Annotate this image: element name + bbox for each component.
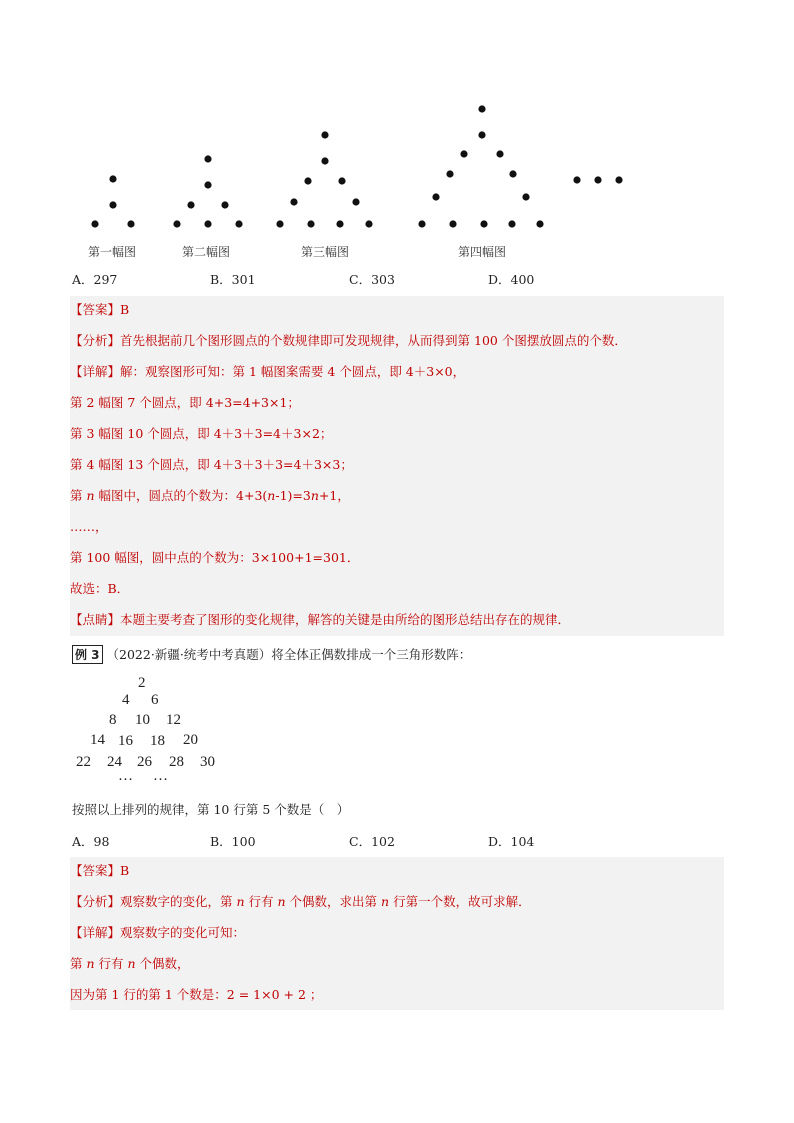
triangle-number: 10 <box>135 712 150 728</box>
triangle-number: 8 <box>109 712 117 728</box>
dot <box>446 170 453 177</box>
q1-line-4: 第 4 幅图 13 个圆点，即 4＋3＋3＋3=4＋3×3； <box>70 457 353 472</box>
var-n: n <box>236 894 245 909</box>
ellipsis-dot <box>594 176 601 183</box>
analysis-text: 首先根据前几个图形圆点的个数规律即可发现规律，从而得到第 100 个图摆放圆点的个数． <box>120 333 627 348</box>
q1-analysis <box>70 330 724 352</box>
ex3-option-a: A．98 <box>72 834 110 849</box>
detail-tag: 【详解】 <box>70 925 121 940</box>
dot <box>478 105 485 112</box>
dot <box>321 131 328 138</box>
dot <box>336 220 343 227</box>
ex3-answer <box>70 860 724 882</box>
analysis-tag: 【分析】 <box>70 894 121 909</box>
triangle-number: 20 <box>183 732 198 748</box>
q1-comment <box>70 609 724 631</box>
dot <box>304 177 311 184</box>
dot <box>321 157 328 164</box>
dot-pattern-svg <box>60 95 740 265</box>
ellipsis-dot <box>573 176 580 183</box>
ex3-solution-box <box>70 857 724 1010</box>
dot <box>522 193 529 200</box>
figure-caption-1: 第一幅图 <box>88 245 137 259</box>
ex3-option-b: B．100 <box>210 834 256 849</box>
dot <box>352 198 359 205</box>
ex3-line-2 <box>70 953 724 975</box>
example-3-heading <box>72 645 471 665</box>
dot <box>536 220 543 227</box>
var-n: n <box>310 488 319 503</box>
triangle-number: 22 <box>76 754 91 770</box>
dot <box>109 201 116 208</box>
ex3-option-d: D．104 <box>488 834 535 849</box>
ex3-detail <box>70 922 724 944</box>
dot <box>449 220 456 227</box>
comment-text: 本题主要考查了图形的变化规律，解答的关键是由所给的图形总结出存在的规律． <box>120 612 571 627</box>
dot <box>204 220 211 227</box>
q1-line-2: 第 2 幅图 7 个圆点，即 4+3=4+3×1； <box>70 395 300 410</box>
text: -1)=3 <box>275 488 311 503</box>
triangle-ellipsis: … <box>118 768 133 784</box>
detail-tag: 【详解】 <box>70 364 121 379</box>
q1-option-d: D．400 <box>488 272 535 287</box>
triangle-number: 4 <box>122 692 130 708</box>
var-n: n <box>267 488 276 503</box>
triangle-number: 26 <box>137 754 152 770</box>
q1-line-8: 故选：B． <box>70 581 130 596</box>
ex3-analysis <box>70 891 724 913</box>
q1-option-c: C．303 <box>349 272 395 287</box>
text: 个偶数， <box>135 956 190 971</box>
q1-option-a: A．297 <box>72 272 118 287</box>
q1-answer <box>70 299 724 321</box>
dot <box>91 220 98 227</box>
dot <box>418 220 425 227</box>
analysis-tag: 【分析】 <box>70 333 121 348</box>
figure-caption-3: 第三幅图 <box>301 245 350 259</box>
var-n: n <box>277 894 286 909</box>
ellipsis-dot <box>615 176 622 183</box>
dot <box>432 193 439 200</box>
even-number-triangle <box>70 670 270 790</box>
example-badge: 例 3 <box>72 645 103 664</box>
answer-tag: 【答案】 <box>70 863 121 878</box>
triangle-number: 18 <box>150 733 165 749</box>
text: +1， <box>318 488 350 503</box>
dot <box>509 170 516 177</box>
text: 第 <box>70 956 87 971</box>
triangle-number: 16 <box>118 733 133 749</box>
dot-pattern-figure <box>60 95 740 265</box>
text: 第 <box>70 488 87 503</box>
answer-value: B <box>120 863 130 878</box>
dot <box>365 220 372 227</box>
text: 个偶数，求出第 <box>285 894 382 909</box>
dot <box>338 177 345 184</box>
dot <box>480 220 487 227</box>
example-3-question: 按照以上排列的规律，第 10 行第 5 个数是（ ） <box>72 802 350 817</box>
dot <box>460 150 467 157</box>
dot <box>290 198 297 205</box>
var-n: n <box>127 956 136 971</box>
q1-detail <box>70 361 724 383</box>
dot <box>221 201 228 208</box>
dot <box>187 201 194 208</box>
var-n: n <box>86 956 95 971</box>
text: 行有 <box>244 894 278 909</box>
answer-value: B <box>120 302 130 317</box>
triangle-number: 28 <box>169 754 184 770</box>
triangle-number: 24 <box>107 754 122 770</box>
text: 观察数字的变化，第 <box>120 894 237 909</box>
detail-text: 解：观察图形可知：第 1 幅图案需要 4 个圆点，即 4＋3×0， <box>120 364 466 379</box>
ex3-option-c: C．102 <box>349 834 395 849</box>
answer-tag: 【答案】 <box>70 302 121 317</box>
text: 行有 <box>94 956 128 971</box>
figure-caption-4: 第四幅图 <box>458 245 507 259</box>
var-n: n <box>86 488 95 503</box>
dot <box>109 175 116 182</box>
text: 幅图中，圆点的个数为：4+3( <box>94 488 268 503</box>
dot <box>496 150 503 157</box>
ex3-line-3: 因为第 1 行的第 1 个数是：2 = 1×0 + 2 ； <box>70 987 323 1002</box>
triangle-number: 6 <box>151 692 159 708</box>
q1-line-3: 第 3 幅图 10 个圆点，即 4＋3＋3=4＋3×2； <box>70 426 333 441</box>
dot <box>276 220 283 227</box>
example-source: （2022·新疆·统考中考真题） <box>106 647 272 662</box>
triangle-ellipsis: … <box>153 768 168 784</box>
q1-option-b: B．301 <box>210 272 256 287</box>
dot <box>204 181 211 188</box>
dot <box>508 220 515 227</box>
q1-line-7: 第 100 幅图，圆中点的个数为：3×100+1=301． <box>70 550 360 565</box>
q1-solution-box <box>70 296 724 636</box>
comment-tag: 【点睛】 <box>70 612 121 627</box>
example-3-options <box>72 832 722 852</box>
q1-options <box>72 270 722 290</box>
triangle-number: 30 <box>200 754 215 770</box>
detail-text: 观察数字的变化可知： <box>120 925 246 940</box>
dot <box>235 220 242 227</box>
q1-line-5 <box>70 485 724 507</box>
triangle-number: 12 <box>166 712 181 728</box>
figure-caption-2: 第二幅图 <box>182 245 231 259</box>
triangle-number: 2 <box>138 675 146 691</box>
q1-line-6: ……， <box>70 519 108 534</box>
dot <box>478 131 485 138</box>
var-n: n <box>381 894 390 909</box>
dot <box>127 220 134 227</box>
example-stem: 将全体正偶数排成一个三角形数阵： <box>271 647 472 662</box>
dot <box>204 155 211 162</box>
dot <box>173 220 180 227</box>
text: 行第一个数，故可求解． <box>389 894 531 909</box>
dot <box>307 220 314 227</box>
triangle-number: 14 <box>90 732 105 748</box>
